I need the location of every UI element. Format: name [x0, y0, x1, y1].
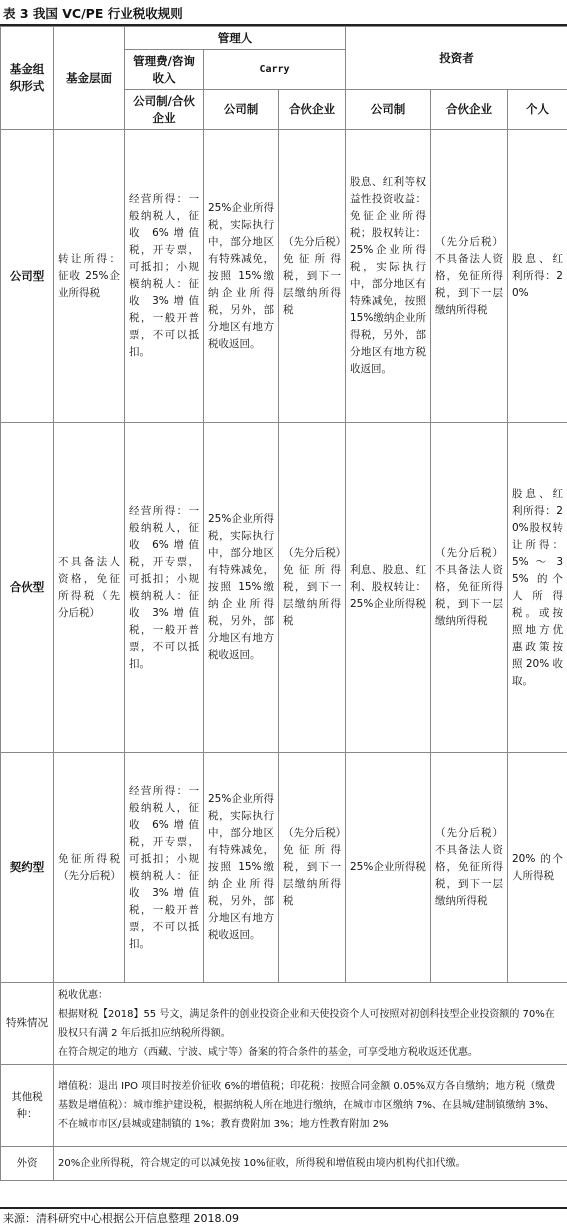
- header-manager: 管理人: [125, 27, 346, 50]
- row-mgmt-fee: 经营所得：一般纳税人，征收 6%增值税，开专票，可抵扣；小规模纳税人：征收 3%增值税，一般开普票，不可以抵扣。: [125, 423, 204, 753]
- special-line-3: 在符合规定的地方（西藏、宁波、咸宁等）备案的符合条件的基金，可享受地方税收返还优惠。: [58, 1046, 478, 1058]
- header-investor: 投资者: [346, 27, 567, 90]
- row-fund-level: 免征所得税（先分后税）: [54, 753, 125, 983]
- row-carry-partnership: （先分后税）免征所得税，到下一层缴纳所得税: [279, 423, 346, 753]
- source-note: 来源：清科研究中心根据公开信息整理 2018.09: [3, 1212, 239, 1225]
- header-carry-partnership: 合伙企业: [279, 90, 346, 130]
- row-investor-individual: 20% 的个人所得税: [508, 753, 567, 983]
- other-taxes-row: [1, 1065, 567, 1147]
- special-line-1: 税收优惠：: [58, 989, 108, 1001]
- other-taxes-text: 增值税：退出 IPO 项目时按差价征收 6%的增值税；印花税：按照合同金额 0.05%双方各自缴纳；地方税（缴费基数是增值税）：城市维护建设税，根据纳税人所在地进行缴纳，在城市市区缴纳 7%、在县城/建制镇缴纳 3%、不在城市市区/县城或建制镇的 1%；教育费附加 3%；地方性教育附加 2%: [54, 1065, 567, 1147]
- header-carry-corp: 公司制: [204, 90, 279, 130]
- table-row: [1, 130, 567, 423]
- header-investor-corp: 公司制: [346, 90, 431, 130]
- row-investor-partnership: （先分后税）不具备法人资格，免征所得税，到下一层缴纳所得税: [431, 423, 508, 753]
- row-investor-partnership: （先分后税）不具备法人资格，免征所得税，到下一层缴纳所得税: [431, 753, 508, 983]
- row-form: 合伙型: [1, 423, 54, 753]
- table-row: [1, 753, 567, 983]
- row-carry-partnership: （先分后税）免征所得税，到下一层缴纳所得税: [279, 753, 346, 983]
- row-investor-corp: 利息、股息、红利、股权转让：25%企业所得税: [346, 423, 431, 753]
- row-fund-level: 转让所得：征收 25%企业所得税: [54, 130, 125, 423]
- other-taxes-label: 其他税种：: [1, 1065, 54, 1147]
- row-investor-individual: 股息、红利所得：20%: [508, 130, 567, 423]
- header-mgmt-fee: 管理费/咨询收入: [125, 50, 204, 90]
- special-line-2: 根据财税【2018】55 号文，满足条件的创业投资企业和天使投资个人可按照对初创科技型企业投资额的 70%在股权只有满 2 年后抵扣应纳税所得额。: [58, 1008, 555, 1039]
- row-form: 公司型: [1, 130, 54, 423]
- row-carry-corp: 25%企业所得税，实际执行中，部分地区有特殊减免，按照 15%缴纳企业所得税，另外，部分地区有地方税收返回。: [204, 753, 279, 983]
- special-label: 特殊情况: [1, 983, 54, 1065]
- header-fund-form: 基金组织形式: [1, 27, 54, 130]
- row-form: 契约型: [1, 753, 54, 983]
- header-corp-partnership: 公司制/合伙企业: [125, 90, 204, 130]
- footer-rule: [0, 1207, 567, 1209]
- row-mgmt-fee: 经营所得：一般纳税人，征收 6%增值税，开专票，可抵扣；小规模纳税人：征收 3%增值税，一般开普票，不可以抵扣。: [125, 130, 204, 423]
- row-investor-partnership: （先分后税）不具备法人资格，免征所得税，到下一层缴纳所得税: [431, 130, 508, 423]
- header-fund-level: 基金层面: [54, 27, 125, 130]
- row-carry-partnership: （先分后税）免征所得税，到下一层缴纳所得税: [279, 130, 346, 423]
- row-investor-corp: 25%企业所得税: [346, 753, 431, 983]
- table-row: [1, 423, 567, 753]
- row-investor-individual: 股息、红利所得：20%股权转让所得：5% ～ 35% 的个人所得税。或按照地方优惠政策按照 20% 收取。: [508, 423, 567, 753]
- special-row: [1, 983, 567, 1065]
- row-fund-level: 不具备法人资格，免征所得税（先分后税）: [54, 423, 125, 753]
- row-mgmt-fee: 经营所得：一般纳税人，征收 6%增值税，开专票，可抵扣；小规模纳税人：征收 3%增值税，一般开普票，不可以抵扣。: [125, 753, 204, 983]
- header-investor-partnership: 合伙企业: [431, 90, 508, 130]
- foreign-text: 20%企业所得税，符合规定的可以减免按 10%征收，所得税和增值税由境内机构代扣代缴。: [54, 1147, 567, 1181]
- special-content: [54, 983, 567, 1065]
- header-investor-individual: 个人: [508, 90, 567, 130]
- row-carry-corp: 25%企业所得税，实际执行中，部分地区有特殊减免，按照 15%缴纳企业所得税，另外，部分地区有地方税收返回。: [204, 423, 279, 753]
- foreign-label: 外资: [1, 1147, 54, 1181]
- table-title: 表 3 我国 VC/PE 行业税收规则: [3, 6, 183, 21]
- foreign-row: [1, 1147, 567, 1181]
- row-investor-corp: 股息、红利等权益性投资收益：免征企业所得税；股权转让：25%企业所得税，实际执行中，部分地区有特殊减免，按照 15%缴纳企业所得税，另外，部分地区有地方税收返回。: [346, 130, 431, 423]
- tax-rules-table: [0, 26, 567, 1181]
- row-carry-corp: 25%企业所得税，实际执行中，部分地区有特殊减免，按照 15%缴纳企业所得税，另外，部分地区有地方税收返回。: [204, 130, 279, 423]
- header-carry: Carry: [204, 50, 346, 90]
